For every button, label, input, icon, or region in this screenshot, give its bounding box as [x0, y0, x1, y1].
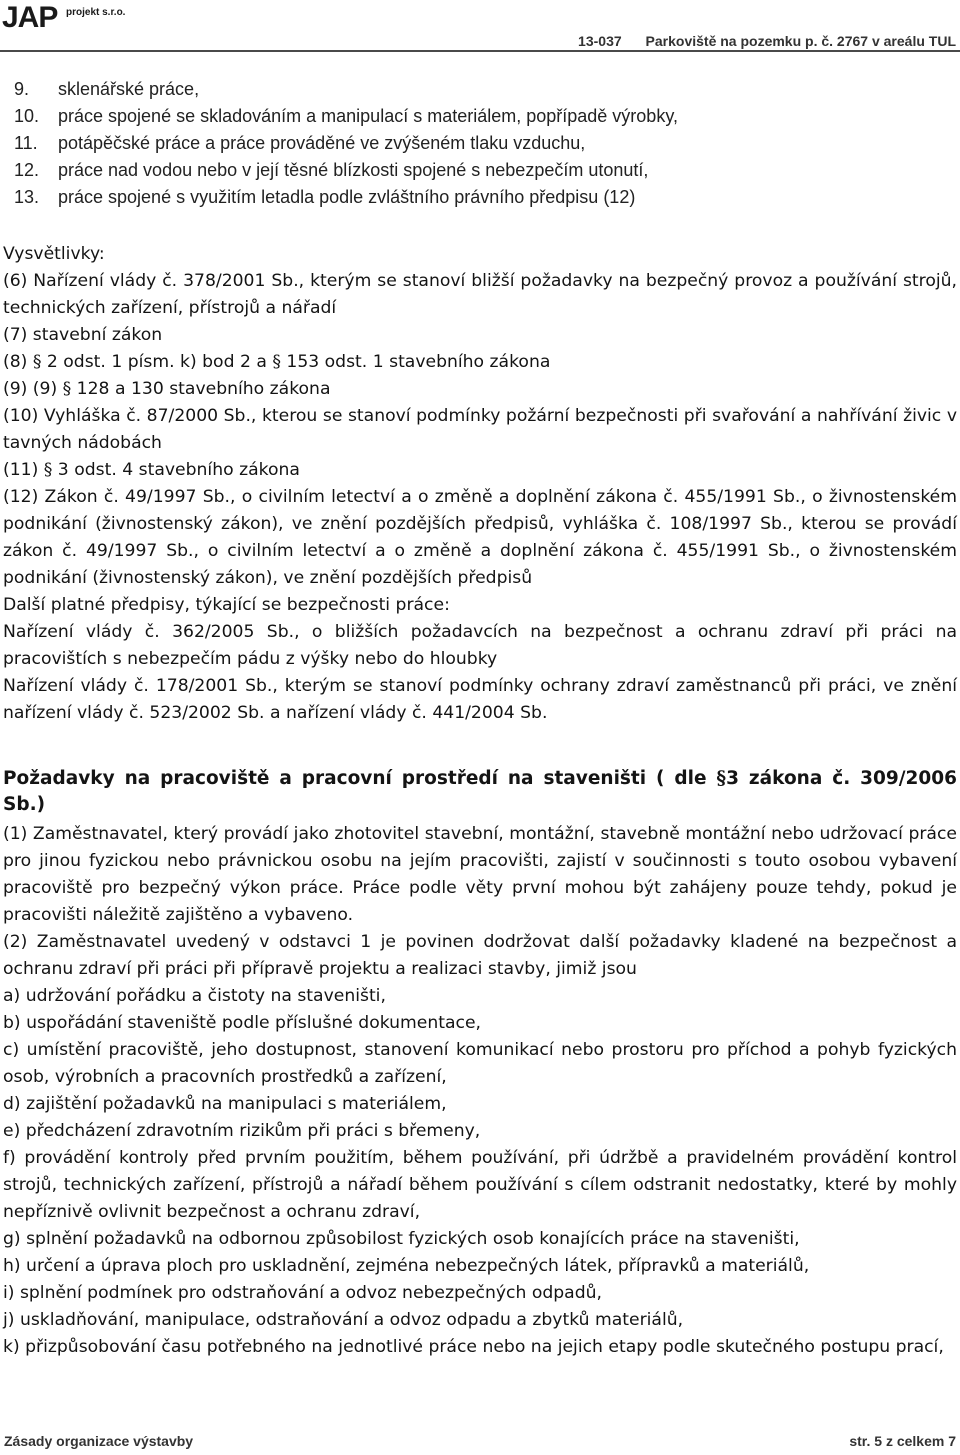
list-item-text: práce nad vodou nebo v její těsné blízkosti spojené s nebezpečím utonutí,	[58, 160, 649, 180]
logo-mark: JAP	[2, 1, 58, 34]
note-text: (9) (9)	[3, 379, 63, 399]
list-item-text: potápěčské práce a práce prováděné ve zvýšeném tlaku vzduchu,	[58, 133, 586, 153]
other-regulation: Nařízení vlády č. 178/2001 Sb., kterým se stanoví podmínky ochrany zdraví zaměstnanců při práci, ve znění nařízení vlády č. 523/2002 Sb. a nařízení vlády č. 441/2004 Sb.	[3, 676, 957, 723]
list-item-number: 10.	[14, 106, 40, 126]
page-header	[0, 0, 960, 56]
requirement-item: j) uskladňování, manipulace, odstraňování a odvoz odpadu a zbytků materiálů,	[3, 1310, 684, 1330]
section-symbol: §	[272, 352, 281, 372]
section-symbol: §	[32, 352, 42, 372]
requirement-item: a) udržování pořádku a čistoty na staveništi,	[3, 986, 386, 1006]
note-10: (10) Vyhláška č. 87/2000 Sb., kterou se stanoví podmínky požární bezpečnosti při svařování a nahřívání živic v tavných nádobách	[3, 406, 957, 453]
requirement-item: f) provádění kontroly před prvním použitím, během používání, při údržbě a pravidelném provádění kontrol strojů, technických zařízení, přístrojů a nářadí během používání s cílem odstranit nedostatky, které by mohly nepříznivě ovlivnit bezpečnost a ochranu zdraví,	[3, 1148, 957, 1222]
note-text: 2 odst. 1 písm. k) bod 2 a	[41, 352, 273, 372]
heading-text: 3 zákona č. 309/2006 Sb.)	[3, 768, 957, 815]
requirement-item: b) uspořádání staveniště podle příslušné dokumentace,	[3, 1013, 482, 1033]
note-text: 128 a 130 stavebního zákona	[71, 379, 331, 399]
note-text: (11)	[3, 460, 44, 480]
note-text: 153 odst. 1 stavebního zákona	[280, 352, 551, 372]
list-item-text: sklenářské práce,	[58, 79, 200, 99]
note-7: (7) stavební zákon	[3, 325, 163, 345]
section-symbol: §	[716, 768, 727, 789]
other-regulations-title: Další platné předpisy, týkající se bezpečnosti práce:	[3, 595, 450, 615]
requirement-item: g) splnění požadavků na odbornou způsobilost fyzických osob konajících práce na staveništi,	[3, 1229, 800, 1249]
list-item	[14, 76, 678, 103]
work-types-list	[14, 76, 678, 211]
list-item	[14, 157, 678, 184]
footer-document-title: Zásady organizace výstavby	[4, 1433, 194, 1449]
requirement-item: d) zajištění požadavků na manipulaci s materiálem,	[3, 1094, 447, 1114]
list-item	[14, 184, 678, 211]
requirement-item: e) předcházení zdravotním rizikům při práci s břemeny,	[3, 1121, 481, 1141]
requirement-item: h) určení a úprava ploch pro uskladnění, zejména nebezpečných látek, přípravků a materiálů,	[3, 1256, 810, 1276]
section-symbol: §	[62, 379, 72, 399]
list-item-number: 13.	[14, 187, 40, 207]
section-symbol: §	[43, 460, 53, 480]
list-item	[14, 130, 678, 157]
note-9	[3, 376, 957, 403]
project-number: 13-037	[578, 33, 622, 49]
spacer	[3, 727, 957, 754]
paragraph-1: (1) Zaměstnavatel, který provádí jako zhotovitel stavební, montážní, stavebně montážní nebo udržovací práce pro jinou fyzickou nebo právnickou osobu na jejím pracovišti, zajistí v součinnosti s touto osobou vybavení pracoviště pro bezpečný výkon práce. Práce podle věty první mohou být zahájeny pouze tehdy, pokud je pracovišti náležitě zajištěno a vybaveno.	[3, 824, 957, 925]
project-title: Parkoviště na pozemku p. č. 2767 v areálu TUL	[645, 33, 956, 49]
note-8	[3, 349, 957, 376]
note-6: (6) Nařízení vlády č. 378/2001 Sb., kterým se stanoví bližší požadavky na bezpečný provoz a používání strojů, technických zařízení, přístrojů a nářadí	[3, 271, 957, 318]
other-regulation: Nařízení vlády č. 362/2005 Sb., o bližších požadavcích na bezpečnost a ochranu zdraví při práci na pracovištích s nebezpečím pádu z výšky nebo do hloubky	[3, 622, 957, 669]
note-text: 3 odst. 4 stavebního zákona	[52, 460, 300, 480]
page-number: str. 5 z celkem 7	[849, 1433, 956, 1449]
list-item	[14, 103, 678, 130]
paragraph-2: (2) Zaměstnavatel uvedený v odstavci 1 je povinen dodržovat další požadavky kladené na bezpečnost a ochranu zdraví při práci při přípravě projektu a realizaci stavby, jimiž jsou	[3, 932, 957, 979]
document-reference	[578, 33, 956, 49]
heading-text: Požadavky na pracoviště a pracovní prostředí na staveništi ( dle	[3, 768, 717, 789]
logo-subtitle: projekt s.r.o.	[66, 7, 126, 18]
note-11	[3, 457, 957, 484]
list-item-number: 12.	[14, 160, 40, 180]
notes-title: Vysvětlivky:	[3, 244, 105, 264]
document-body	[3, 241, 957, 1361]
header-divider	[0, 50, 960, 52]
list-item-number: 9.	[14, 79, 30, 99]
section-heading	[3, 766, 957, 818]
list-item-text: práce spojené s využitím letadla podle zvláštního právního předpisu (12)	[58, 187, 636, 207]
list-item-text: práce spojené se skladováním a manipulací s materiálem, popřípadě výrobky,	[58, 106, 678, 126]
note-12: (12) Zákon č. 49/1997 Sb., o civilním letectví a o změně a doplnění zákona č. 455/1991 Sb., o živnostenském podnikání (živnostenský zákon), ve znění pozdějších předpisů, vyhláška č. 108/1997 Sb., kterou se provádí zákon č. 49/1997 Sb., o civilním letectví a o změně a doplnění zákona č. 455/1991 Sb., o živnostenském podnikání (živnostenský zákon), ve znění pozdějších předpisů	[3, 487, 957, 588]
requirement-item: k) přizpůsobování času potřebného na jednotlivé práce nebo na jejich etapy podle skutečného postupu prací,	[3, 1337, 944, 1357]
requirement-item: c) umístění pracoviště, jeho dostupnost, stanovení komunikací nebo prostoru pro příchod a pohyb fyzických osob, výrobních a pracovních prostředků a zařízení,	[3, 1040, 957, 1087]
list-item-number: 11.	[14, 133, 38, 153]
note-text: (8)	[3, 352, 33, 372]
requirement-item: i) splnění podmínek pro odstraňování a odvoz nebezpečných odpadů,	[3, 1283, 602, 1303]
